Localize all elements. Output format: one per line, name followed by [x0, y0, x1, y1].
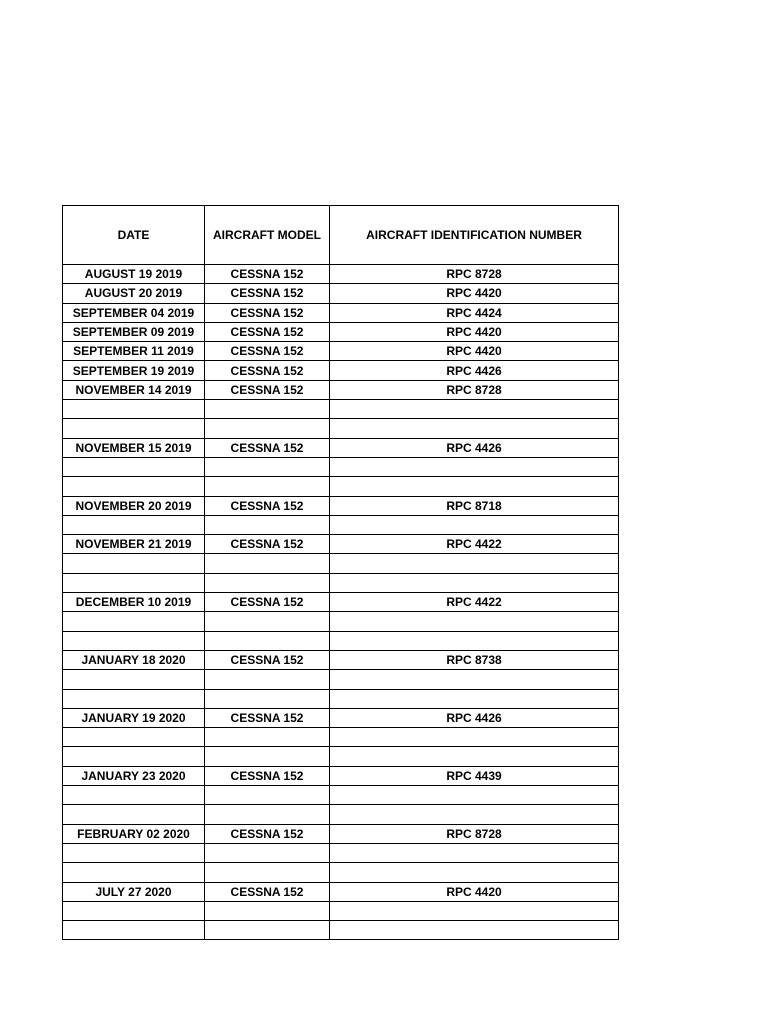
- aircraft-model-cell: [205, 728, 330, 747]
- aircraft-id-cell: RPC 4420: [330, 284, 619, 303]
- aircraft-id-cell: [330, 400, 619, 419]
- aircraft-model-cell: [205, 863, 330, 882]
- aircraft-id-cell: RPC 4424: [330, 303, 619, 322]
- aircraft-model-cell: CESSNA 152: [205, 342, 330, 361]
- date-cell: NOVEMBER 14 2019: [63, 380, 205, 399]
- date-cell: [63, 670, 205, 689]
- aircraft-id-cell: RPC 8738: [330, 650, 619, 669]
- aircraft-id-cell: [330, 921, 619, 940]
- aircraft-id-cell: [330, 477, 619, 496]
- header-aircraft-model: AIRCRAFT MODEL: [205, 206, 330, 265]
- table-row: [63, 554, 619, 573]
- aircraft-id-cell: RPC 8718: [330, 496, 619, 515]
- table-row: [63, 901, 619, 920]
- date-cell: [63, 515, 205, 534]
- aircraft-id-cell: RPC 4420: [330, 322, 619, 341]
- aircraft-id-cell: RPC 8728: [330, 824, 619, 843]
- date-cell: SEPTEMBER 19 2019: [63, 361, 205, 380]
- aircraft-model-cell: [205, 419, 330, 438]
- date-cell: [63, 863, 205, 882]
- aircraft-model-cell: [205, 786, 330, 805]
- aircraft-model-cell: CESSNA 152: [205, 882, 330, 901]
- table-row: [63, 593, 619, 612]
- header-date: DATE: [63, 206, 205, 265]
- table-row: [63, 342, 619, 361]
- table-row: [63, 265, 619, 284]
- aircraft-model-cell: [205, 477, 330, 496]
- table-row: [63, 650, 619, 669]
- table-row: [63, 689, 619, 708]
- aircraft-id-cell: RPC 4426: [330, 361, 619, 380]
- aircraft-model-cell: CESSNA 152: [205, 303, 330, 322]
- date-cell: JANUARY 18 2020: [63, 650, 205, 669]
- aircraft-model-cell: [205, 843, 330, 862]
- aircraft-model-cell: [205, 457, 330, 476]
- date-cell: SEPTEMBER 04 2019: [63, 303, 205, 322]
- date-cell: SEPTEMBER 09 2019: [63, 322, 205, 341]
- date-cell: AUGUST 19 2019: [63, 265, 205, 284]
- date-cell: [63, 921, 205, 940]
- date-cell: [63, 419, 205, 438]
- aircraft-id-cell: RPC 8728: [330, 265, 619, 284]
- table-row: [63, 863, 619, 882]
- table-row: [63, 766, 619, 785]
- table-row: [63, 535, 619, 554]
- aircraft-id-cell: [330, 670, 619, 689]
- aircraft-id-cell: RPC 8728: [330, 380, 619, 399]
- table-row: [63, 882, 619, 901]
- date-cell: SEPTEMBER 11 2019: [63, 342, 205, 361]
- date-cell: [63, 631, 205, 650]
- date-cell: DECEMBER 10 2019: [63, 593, 205, 612]
- table-row: [63, 515, 619, 534]
- table-row: [63, 496, 619, 515]
- date-cell: [63, 612, 205, 631]
- aircraft-model-cell: CESSNA 152: [205, 708, 330, 727]
- aircraft-model-cell: CESSNA 152: [205, 322, 330, 341]
- aircraft-id-cell: [330, 805, 619, 824]
- aircraft-id-cell: [330, 612, 619, 631]
- date-cell: [63, 728, 205, 747]
- aircraft-model-cell: [205, 554, 330, 573]
- date-cell: [63, 573, 205, 592]
- aircraft-model-cell: CESSNA 152: [205, 265, 330, 284]
- aircraft-model-cell: [205, 921, 330, 940]
- date-cell: [63, 457, 205, 476]
- table-row: [63, 284, 619, 303]
- aircraft-model-cell: CESSNA 152: [205, 380, 330, 399]
- table-row: [63, 747, 619, 766]
- aircraft-id-cell: [330, 901, 619, 920]
- flight-log-table: [62, 205, 619, 940]
- aircraft-model-cell: CESSNA 152: [205, 361, 330, 380]
- table-row: [63, 419, 619, 438]
- aircraft-id-cell: [330, 515, 619, 534]
- aircraft-id-cell: [330, 573, 619, 592]
- aircraft-id-cell: RPC 4426: [330, 438, 619, 457]
- date-cell: NOVEMBER 15 2019: [63, 438, 205, 457]
- aircraft-model-cell: [205, 400, 330, 419]
- date-cell: [63, 554, 205, 573]
- table-row: [63, 708, 619, 727]
- table-row: [63, 843, 619, 862]
- date-cell: NOVEMBER 20 2019: [63, 496, 205, 515]
- date-cell: FEBRUARY 02 2020: [63, 824, 205, 843]
- aircraft-model-cell: [205, 515, 330, 534]
- table-row: [63, 477, 619, 496]
- date-cell: [63, 689, 205, 708]
- aircraft-model-cell: CESSNA 152: [205, 284, 330, 303]
- aircraft-id-cell: [330, 457, 619, 476]
- aircraft-model-cell: [205, 901, 330, 920]
- aircraft-model-cell: [205, 631, 330, 650]
- aircraft-id-cell: [330, 863, 619, 882]
- table-row: [63, 612, 619, 631]
- table-row: [63, 728, 619, 747]
- aircraft-model-cell: CESSNA 152: [205, 650, 330, 669]
- aircraft-id-cell: RPC 4439: [330, 766, 619, 785]
- date-cell: JANUARY 19 2020: [63, 708, 205, 727]
- date-cell: AUGUST 20 2019: [63, 284, 205, 303]
- header-row: [63, 206, 619, 265]
- table-row: [63, 573, 619, 592]
- table-row: [63, 824, 619, 843]
- aircraft-model-cell: [205, 573, 330, 592]
- aircraft-model-cell: CESSNA 152: [205, 766, 330, 785]
- date-cell: [63, 747, 205, 766]
- table-body: [63, 265, 619, 940]
- aircraft-id-cell: [330, 728, 619, 747]
- aircraft-id-cell: [330, 689, 619, 708]
- table-row: [63, 921, 619, 940]
- aircraft-model-cell: [205, 747, 330, 766]
- table-row: [63, 805, 619, 824]
- aircraft-model-cell: CESSNA 152: [205, 593, 330, 612]
- date-cell: [63, 786, 205, 805]
- aircraft-id-cell: RPC 4420: [330, 342, 619, 361]
- aircraft-model-cell: CESSNA 152: [205, 535, 330, 554]
- table-row: [63, 322, 619, 341]
- aircraft-model-cell: [205, 670, 330, 689]
- table-row: [63, 400, 619, 419]
- header-aircraft-identification-number: AIRCRAFT IDENTIFICATION NUMBER: [330, 206, 619, 265]
- table-row: [63, 631, 619, 650]
- date-cell: NOVEMBER 21 2019: [63, 535, 205, 554]
- aircraft-id-cell: RPC 4420: [330, 882, 619, 901]
- date-cell: [63, 477, 205, 496]
- table-row: [63, 457, 619, 476]
- aircraft-id-cell: [330, 747, 619, 766]
- date-cell: [63, 901, 205, 920]
- date-cell: JULY 27 2020: [63, 882, 205, 901]
- table-row: [63, 438, 619, 457]
- table-row: [63, 670, 619, 689]
- table-row: [63, 786, 619, 805]
- date-cell: JANUARY 23 2020: [63, 766, 205, 785]
- aircraft-model-cell: [205, 805, 330, 824]
- aircraft-id-cell: RPC 4422: [330, 593, 619, 612]
- aircraft-model-cell: [205, 689, 330, 708]
- table-header: [63, 206, 619, 265]
- aircraft-model-cell: CESSNA 152: [205, 438, 330, 457]
- aircraft-model-cell: [205, 612, 330, 631]
- table-row: [63, 303, 619, 322]
- aircraft-id-cell: RPC 4422: [330, 535, 619, 554]
- date-cell: [63, 400, 205, 419]
- date-cell: [63, 805, 205, 824]
- aircraft-id-cell: [330, 419, 619, 438]
- aircraft-id-cell: [330, 843, 619, 862]
- aircraft-id-cell: [330, 554, 619, 573]
- aircraft-model-cell: CESSNA 152: [205, 496, 330, 515]
- table-row: [63, 361, 619, 380]
- aircraft-id-cell: [330, 786, 619, 805]
- aircraft-model-cell: CESSNA 152: [205, 824, 330, 843]
- date-cell: [63, 843, 205, 862]
- table-row: [63, 380, 619, 399]
- aircraft-id-cell: [330, 631, 619, 650]
- aircraft-id-cell: RPC 4426: [330, 708, 619, 727]
